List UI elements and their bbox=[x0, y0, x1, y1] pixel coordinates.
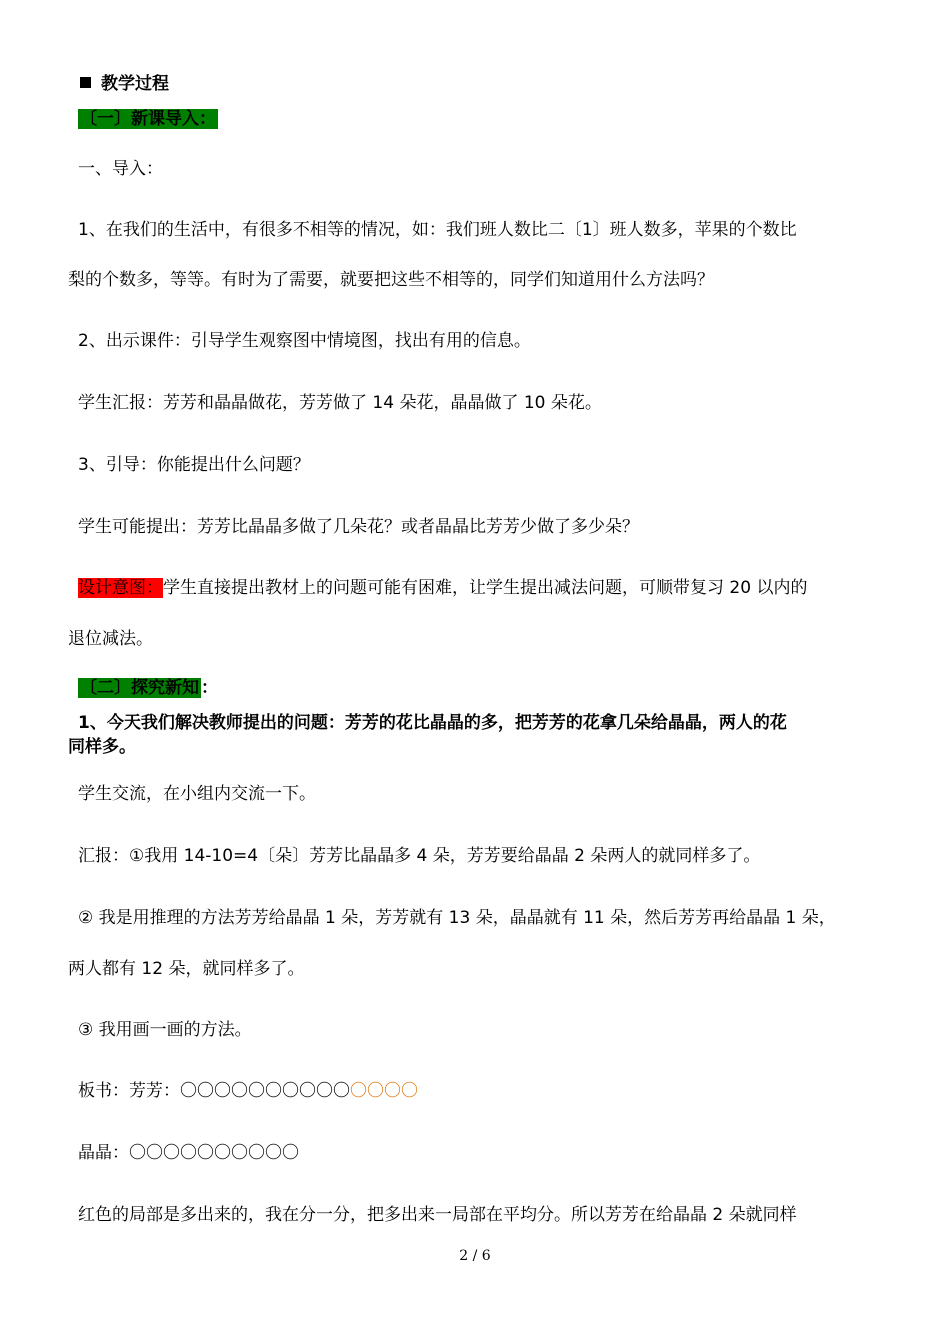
part1-paragraph-3: 学生汇报：芳芳和晶晶做花，芳芳做了 14 朵花，晶晶做了 10 朵花。 bbox=[78, 393, 602, 413]
design-intent bbox=[78, 576, 807, 600]
part1-paragraph-1-line-2: 梨的个数多，等等。有时为了需要，就要把这些不相等的，同学们知道用什么方法吗？ bbox=[68, 270, 714, 290]
part1-paragraph-5: 学生可能提出：芳芳比晶晶多做了几朵花？或者晶晶比芳芳少做了多少朵？ bbox=[78, 517, 639, 537]
fangfang-extra-circles: 〇〇〇〇 bbox=[350, 1081, 418, 1101]
part2-paragraph-3-line-2: 两人都有 12 朵，就同样多了。 bbox=[68, 959, 305, 979]
square-bullet-icon bbox=[80, 77, 91, 88]
board-fangfang bbox=[78, 1079, 418, 1103]
part1-paragraph-1-line-1: 1、在我们的生活中，有很多不相等的情况，如：我们班人数比二〔1〕班人数多，苹果的个数比 bbox=[78, 220, 797, 240]
part1-heading: 〔一〕新课导入： bbox=[80, 109, 216, 129]
jingjing-circles: 〇〇〇〇〇〇〇〇〇〇 bbox=[129, 1143, 299, 1163]
part1-paragraph-4: 3、引导：你能提出什么问题？ bbox=[78, 455, 310, 475]
part2-question-line-1: 1、今天我们解决教师提出的问题：芳芳的花比晶晶的多，把芳芳的花拿几朵给晶晶，两人的花 bbox=[78, 713, 787, 733]
part2-heading: 〔二〕探究新知 ： bbox=[80, 678, 218, 698]
part2-paragraph-4: ③ 我用画一画的方法。 bbox=[78, 1020, 252, 1040]
page-number: 2 / 6 bbox=[459, 1248, 491, 1264]
part1-paragraph-2: 2、出示课件：引导学生观察图中情境图，找出有用的信息。 bbox=[78, 331, 531, 351]
part2-question-line-2: 同样多。 bbox=[68, 737, 136, 757]
part2-paragraph-5: 红色的局部是多出来的，我在分一分，把多出来一局部在平均分。所以芳芳在给晶晶 2 朵就同样 bbox=[78, 1205, 797, 1225]
board-jingjing-label: 晶晶： bbox=[78, 1143, 129, 1163]
design-intent-label: 设计意图： bbox=[78, 578, 163, 598]
design-intent-text: 学生直接提出教材上的问题可能有困难，让学生提出减法问题，可顺带复习 20 以内的 bbox=[163, 578, 808, 598]
design-intent-line-2: 退位减法。 bbox=[68, 629, 153, 649]
fangfang-circles: 〇〇〇〇〇〇〇〇〇〇 bbox=[180, 1081, 350, 1101]
part2-paragraph-3-line-1: ② 我是用推理的方法芳芳给晶晶 1 朵，芳芳就有 13 朵，晶晶就有 11 朵，然后芳芳再给晶晶 1 朵， bbox=[78, 908, 836, 928]
part2-paragraph-2: 汇报：①我用 14-10=4〔朵〕芳芳比晶晶多 4 朵，芳芳要给晶晶 2 朵两人的就同样多了。 bbox=[78, 846, 761, 866]
section-title: 教学过程 bbox=[80, 72, 169, 96]
board-jingjing bbox=[78, 1141, 299, 1165]
board-fangfang-label: 板书：芳芳： bbox=[78, 1081, 180, 1101]
part1-sub-heading: 一、导入： bbox=[78, 159, 163, 179]
part2-paragraph-1: 学生交流，在小组内交流一下。 bbox=[78, 784, 316, 804]
